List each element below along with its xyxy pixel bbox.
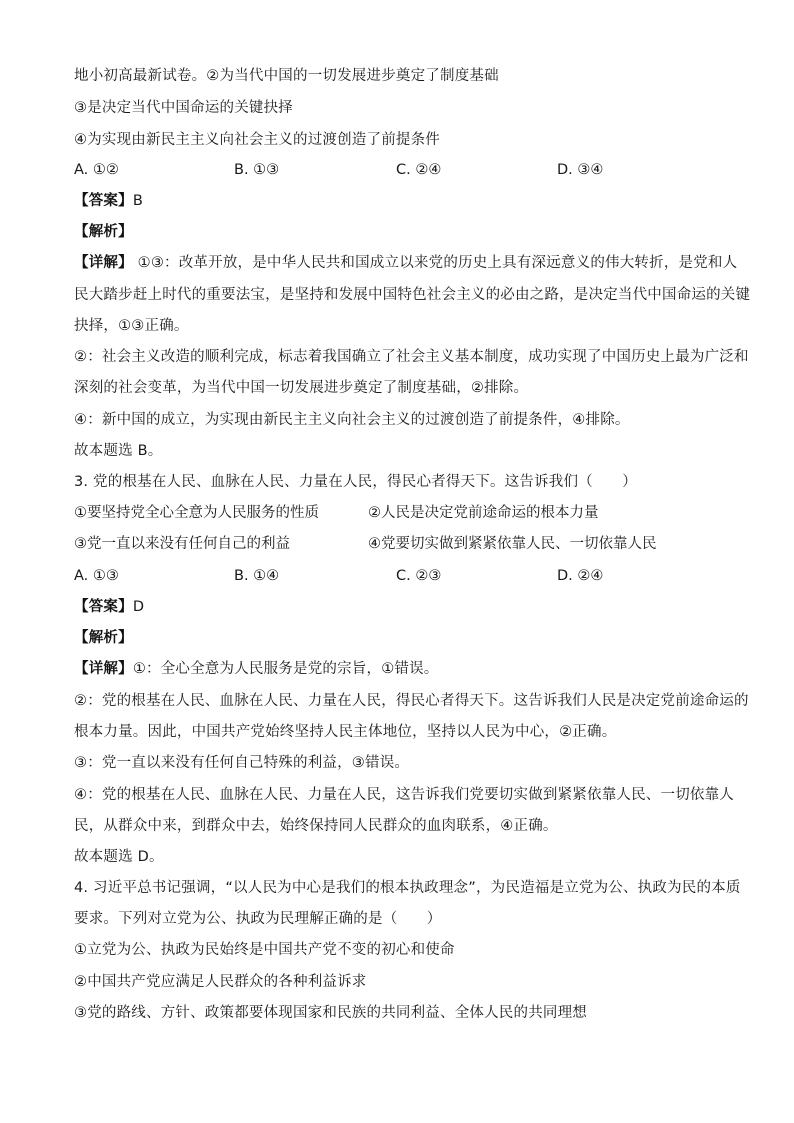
option-b: B. ①④ — [234, 568, 280, 584]
detail-line — [74, 253, 738, 273]
text-line: 故本题选 D。 — [74, 849, 164, 865]
detail-text: ①③：改革开放，是中华人民共和国成立以来党的历史上具有深远意义的伟大转折，是党和人 — [132, 255, 738, 271]
text-line: ④：党的根基在人民、血脉在人民、力量在人民，这告诉我们党要切实做到紧紧依靠人民、一切依靠人 — [74, 787, 734, 803]
answer-value: D — [132, 599, 145, 615]
answer-tag: 【答案】 — [74, 193, 133, 209]
option-a: A. ①③ — [74, 568, 119, 584]
analysis-line — [74, 628, 724, 648]
option-b: B. ①③ — [234, 162, 280, 178]
text-line: 深刻的社会变革，为当代中国一切发展进步奠定了制度基础，②排除。 — [74, 380, 529, 396]
text-line: 民大踏步赶上时代的重要法宝，是坚持和发展中国特色社会主义的必由之路，是决定当代中国命运的关键 — [74, 287, 751, 303]
analysis-line — [74, 222, 724, 242]
answer-value: B — [132, 193, 143, 209]
text-line: ④：新中国的成立，为实现由新民主主义向社会主义的过渡创造了前提条件，④排除。 — [74, 412, 630, 428]
analysis-tag: 【解析】 — [74, 630, 133, 646]
detail-line — [74, 659, 724, 679]
statement-item: ②中国共产党应满足人民群众的各种利益诉求 — [74, 974, 367, 990]
detail-tag: 【详解】 — [74, 661, 133, 677]
statement-item: ③党一直以来没有任何自己的利益 — [74, 536, 290, 552]
text-line: 抉择，①③正确。 — [74, 318, 189, 334]
question-stem: 3. 党的根基在人民、血脉在人民、力量在人民，得民心者得天下。这告诉我们（ ） — [74, 474, 637, 490]
answer-line — [74, 597, 724, 617]
option-a: A. ①② — [74, 162, 119, 178]
option-c: C. ②③ — [396, 568, 442, 584]
text-line: ③是决定当代中国命运的关键抉择 — [74, 100, 293, 116]
text-line: ②：党的根基在人民、血脉在人民、力量在人民，得民心者得天下。这告诉我们人民是决定党前途命运的 — [74, 693, 749, 709]
answer-line — [74, 191, 724, 211]
statement-item: ②人民是决定党前途命运的根本力量 — [368, 505, 599, 521]
detail-text: ①：全心全意为人民服务是党的宗旨，①错误。 — [132, 661, 439, 677]
statement-item: ④党要切实做到紧紧依靠人民、一切依靠人民 — [368, 536, 657, 552]
statement-item: ③党的路线、方针、政策都要体现国家和民族的共同利益、全体人民的共同理想 — [74, 1005, 587, 1021]
answer-tag: 【答案】 — [74, 599, 133, 615]
text-line: 故本题选 B。 — [74, 443, 163, 459]
text-line: 地小初高最新试卷。②为当代中国的一切发展进步奠定了制度基础 — [74, 68, 499, 84]
statement-item: ①要坚持党全心全意为人民服务的性质 — [74, 505, 319, 521]
question-stem: 要求。下列对立党为公、执政为民理解正确的是（ ） — [74, 911, 442, 927]
text-line: 民，从群众中来，到群众中去，始终保持同人民群众的血肉联系，④正确。 — [74, 818, 558, 834]
detail-tag: 【详解】 — [74, 255, 133, 271]
text-line: ②：社会主义改造的顺利完成，标志着我国确立了社会主义基本制度，成功实现了中国历史上最为广泛和 — [74, 349, 749, 365]
question-stem: 4. 习近平总书记强调，“以人民为中心是我们的根本执政理念”，为民造福是立党为公、执政为民的本质 — [74, 880, 741, 896]
option-d: D. ②④ — [557, 568, 604, 584]
text-line: ④为实现由新民主主义向社会主义的过渡创造了前提条件 — [74, 132, 440, 148]
analysis-tag: 【解析】 — [74, 224, 133, 240]
option-c: C. ②④ — [396, 162, 442, 178]
statement-item: ①立党为公、执政为民始终是中国共产党不变的初心和使命 — [74, 942, 455, 958]
text-line: ③：党一直以来没有任何自己特殊的利益，③错误。 — [74, 755, 410, 771]
text-line: 根本力量。因此，中国共产党始终坚持人民主体地位，坚持以人民为中心，②正确。 — [74, 724, 617, 740]
option-d: D. ③④ — [557, 162, 604, 178]
